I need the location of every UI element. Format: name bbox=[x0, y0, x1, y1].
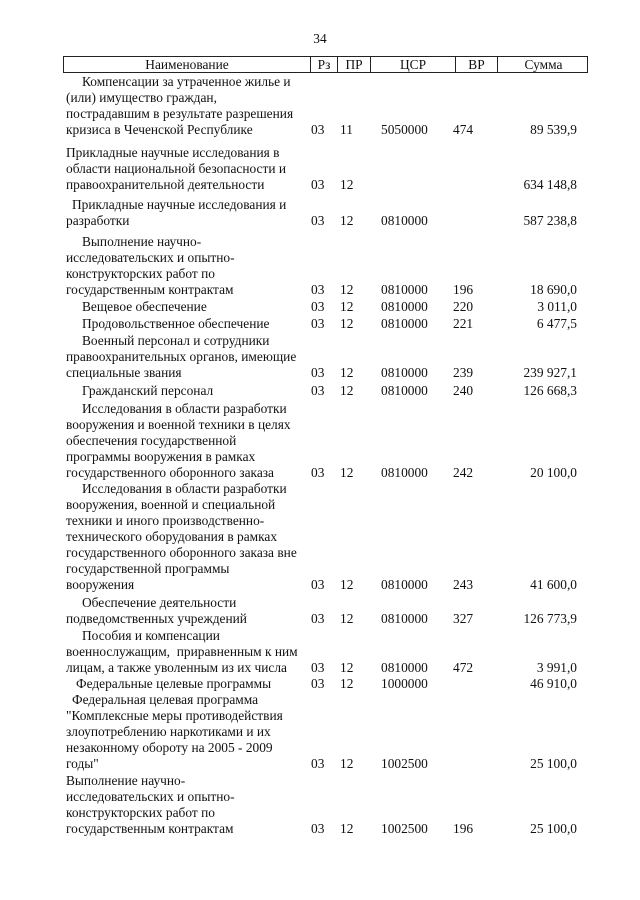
row-sum: 3 011,0 bbox=[537, 299, 577, 314]
row-name-line: Гражданский персонал bbox=[82, 383, 214, 398]
table-row bbox=[0, 628, 640, 676]
row-name-line: Федеральная целевая программа bbox=[72, 692, 259, 707]
row-rz: 03 bbox=[311, 676, 325, 691]
table-row bbox=[0, 299, 640, 315]
row-name-line: кризиса в Чеченской Республике bbox=[66, 122, 253, 137]
row-name-line: Выполнение научно- bbox=[82, 234, 202, 249]
row-sum: 89 539,9 bbox=[530, 122, 577, 137]
table-row bbox=[0, 676, 640, 692]
table-row bbox=[0, 595, 640, 627]
row-rz: 03 bbox=[311, 465, 325, 480]
row-pr: 12 bbox=[340, 316, 354, 331]
row-name-line: области национальной безопасности и bbox=[66, 161, 287, 176]
row-name-line: Пособия и компенсации bbox=[82, 628, 220, 643]
row-vr: 220 bbox=[453, 299, 474, 314]
table-row bbox=[0, 333, 640, 381]
row-name-line: исследовательских и опытно- bbox=[66, 789, 235, 804]
row-vr: 243 bbox=[453, 577, 474, 592]
row-pr: 12 bbox=[340, 676, 354, 691]
row-name-line: пострадавшим в результате разрешения bbox=[66, 106, 294, 121]
row-name-line: государственного оборонного заказа вне bbox=[66, 545, 297, 560]
row-rz: 03 bbox=[311, 316, 325, 331]
row-rz: 03 bbox=[311, 177, 325, 192]
row-pr: 12 bbox=[340, 365, 354, 380]
page-number: 34 bbox=[313, 31, 327, 46]
row-rz: 03 bbox=[311, 756, 325, 771]
row-rz: 03 bbox=[311, 611, 325, 626]
table-row bbox=[0, 234, 640, 298]
row-name-line: правоохранительных органов, имеющие bbox=[66, 349, 297, 364]
header-vr: ВР bbox=[456, 57, 498, 72]
row-csr: 0810000 bbox=[381, 660, 428, 675]
row-rz: 03 bbox=[311, 577, 325, 592]
row-pr: 12 bbox=[340, 660, 354, 675]
row-rz: 03 bbox=[311, 213, 325, 228]
row-csr: 0810000 bbox=[381, 365, 428, 380]
table-row bbox=[0, 773, 640, 837]
header-name: Наименование bbox=[64, 57, 311, 72]
table-header bbox=[63, 56, 588, 73]
table-row bbox=[0, 197, 640, 229]
row-sum: 126 668,3 bbox=[523, 383, 577, 398]
row-pr: 12 bbox=[340, 383, 354, 398]
table-row bbox=[0, 383, 640, 399]
row-rz: 03 bbox=[311, 299, 325, 314]
row-sum: 3 991,0 bbox=[536, 660, 577, 675]
row-rz: 03 bbox=[311, 821, 325, 836]
header-sum: Сумма bbox=[524, 57, 563, 72]
row-csr: 0810000 bbox=[381, 282, 428, 297]
row-sum: 6 477,5 bbox=[536, 316, 577, 331]
row-sum: 25 100,0 bbox=[530, 756, 577, 771]
row-pr: 11 bbox=[340, 122, 353, 137]
row-name-line: государственной программы bbox=[66, 561, 230, 576]
row-csr: 1000000 bbox=[381, 676, 428, 691]
row-vr: 474 bbox=[453, 122, 474, 137]
header-rz: Рз bbox=[311, 57, 338, 72]
table-row bbox=[0, 74, 640, 138]
row-sum: 41 600,0 bbox=[530, 577, 577, 592]
row-name-line: вооружения, военной и специальной bbox=[66, 497, 276, 512]
row-sum: 126 773,9 bbox=[523, 611, 577, 626]
row-rz: 03 bbox=[311, 660, 325, 675]
row-name-line: вооружения bbox=[66, 577, 135, 592]
row-name-line: вооружения и военной техники в целях bbox=[66, 417, 291, 432]
row-csr: 0810000 bbox=[381, 299, 428, 314]
row-name-line: Военный персонал и сотрудники bbox=[82, 333, 270, 348]
row-name-line: государственного оборонного заказа bbox=[66, 465, 275, 480]
row-name-line: правоохранительной деятельности bbox=[66, 177, 265, 192]
row-name-line: военнослужащим, приравненным к ним bbox=[66, 644, 298, 659]
row-sum: 25 100,0 bbox=[530, 821, 577, 836]
row-pr: 12 bbox=[340, 465, 354, 480]
row-csr: 0810000 bbox=[381, 316, 428, 331]
row-rz: 03 bbox=[311, 282, 325, 297]
row-vr: 221 bbox=[453, 316, 474, 331]
row-pr: 12 bbox=[340, 299, 354, 314]
row-pr: 12 bbox=[340, 756, 354, 771]
row-sum: 239 927,1 bbox=[523, 365, 577, 380]
row-name-line: Исследования в области разработки bbox=[82, 401, 287, 416]
row-pr: 12 bbox=[340, 821, 354, 836]
row-name-line: Продовольственное обеспечение bbox=[82, 316, 270, 331]
row-name-line: технического оборудования в рамках bbox=[66, 529, 278, 544]
row-csr: 0810000 bbox=[381, 213, 428, 228]
row-sum: 587 238,8 bbox=[523, 213, 577, 228]
table-row bbox=[0, 481, 640, 593]
header-csr: ЦСР bbox=[371, 57, 456, 72]
row-csr: 1002500 bbox=[381, 821, 428, 836]
row-name-line: Исследования в области разработки bbox=[82, 481, 287, 496]
row-name-line: обеспечения государственной bbox=[66, 433, 237, 448]
row-vr: 472 bbox=[453, 660, 474, 675]
row-vr: 239 bbox=[453, 365, 474, 380]
row-rz: 03 bbox=[311, 365, 325, 380]
row-sum: 46 910,0 bbox=[530, 676, 577, 691]
row-name-line: (или) имущество граждан, bbox=[66, 90, 217, 105]
row-pr: 12 bbox=[340, 577, 354, 592]
row-vr: 240 bbox=[453, 383, 474, 398]
row-name-line: злоупотреблению наркотиками и их bbox=[66, 724, 271, 739]
row-vr: 196 bbox=[453, 821, 474, 836]
row-name-line: Вещевое обеспечение bbox=[82, 299, 207, 314]
row-name-line: Прикладные научные исследования и bbox=[72, 197, 287, 212]
row-name-line: государственным контрактам bbox=[66, 282, 234, 297]
row-csr: 1002500 bbox=[381, 756, 428, 771]
table-row bbox=[0, 401, 640, 481]
row-name-line: программы вооружения в рамках bbox=[66, 449, 256, 464]
row-pr: 12 bbox=[340, 611, 354, 626]
row-name-line: Компенсации за утраченное жилье и bbox=[82, 74, 291, 89]
row-sum: 634 148,8 bbox=[523, 177, 577, 192]
row-vr: 196 bbox=[453, 282, 474, 297]
row-name-line: конструкторских работ по bbox=[66, 805, 215, 820]
row-vr: 242 bbox=[453, 465, 474, 480]
row-csr: 5050000 bbox=[381, 122, 428, 137]
row-pr: 12 bbox=[340, 213, 354, 228]
row-sum: 20 100,0 bbox=[530, 465, 577, 480]
row-name-line: Прикладные научные исследования в bbox=[66, 145, 280, 160]
table-row bbox=[0, 692, 640, 772]
row-name-line: годы" bbox=[66, 756, 99, 771]
row-vr: 327 bbox=[453, 611, 474, 626]
row-name-line: незаконному обороту на 2005 - 2009 bbox=[66, 740, 273, 755]
row-name-line: исследовательских и опытно- bbox=[66, 250, 235, 265]
table-row bbox=[0, 316, 640, 332]
row-name-line: государственным контрактам bbox=[66, 821, 234, 836]
row-name-line: Выполнение научно- bbox=[66, 773, 186, 788]
row-name-line: разработки bbox=[66, 213, 130, 228]
row-rz: 03 bbox=[311, 122, 325, 137]
row-csr: 0810000 bbox=[381, 383, 428, 398]
row-pr: 12 bbox=[340, 282, 354, 297]
row-csr: 0810000 bbox=[381, 611, 428, 626]
row-name-line: специальные звания bbox=[66, 365, 182, 380]
table-row bbox=[0, 145, 640, 193]
row-name-line: лицам, а также уволенным из их числа bbox=[66, 660, 287, 675]
row-name-line: техники и иного производственно- bbox=[66, 513, 265, 528]
table-body bbox=[0, 74, 640, 837]
row-name-line: "Комплексные меры противодействия bbox=[66, 708, 283, 723]
row-name-line: конструкторских работ по bbox=[66, 266, 215, 281]
row-name-line: Обеспечение деятельности bbox=[82, 595, 237, 610]
row-csr: 0810000 bbox=[381, 465, 428, 480]
row-name-line: Федеральные целевые программы bbox=[76, 676, 272, 691]
header-pr: ПР bbox=[338, 57, 371, 72]
row-csr: 0810000 bbox=[381, 577, 428, 592]
row-rz: 03 bbox=[311, 383, 325, 398]
row-name-line: подведомственных учреждений bbox=[66, 611, 247, 626]
row-pr: 12 bbox=[340, 177, 354, 192]
row-sum: 18 690,0 bbox=[530, 282, 577, 297]
